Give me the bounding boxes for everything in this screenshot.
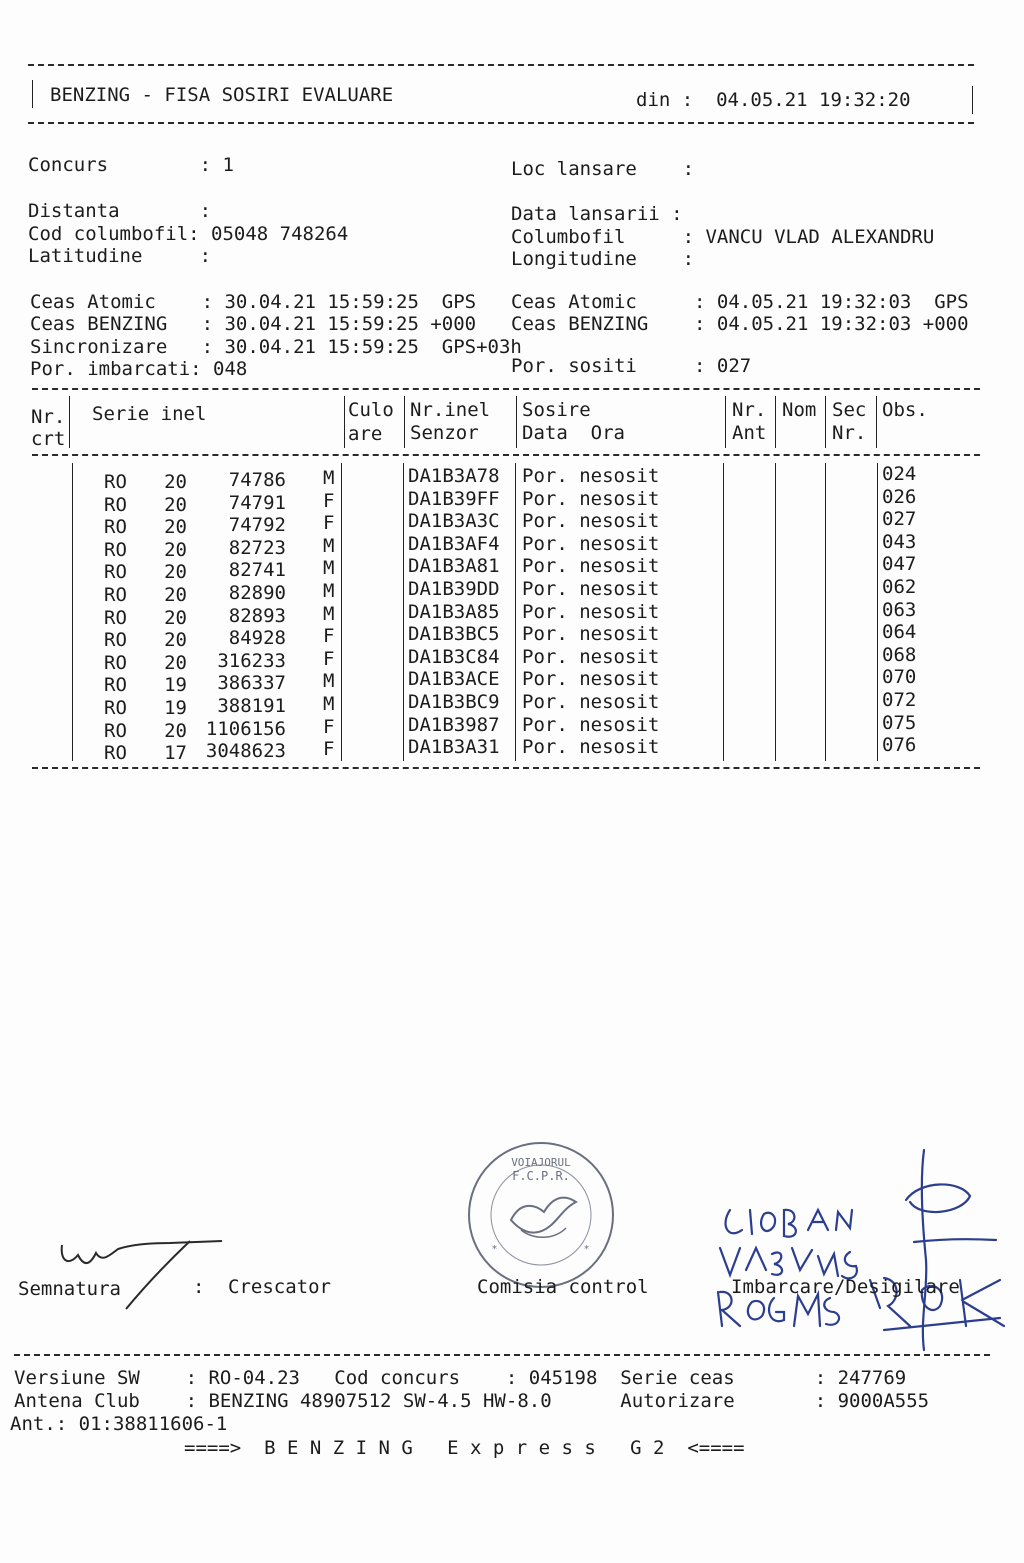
obs-number: 072 xyxy=(882,689,917,711)
sensor-id: DA1B3987 xyxy=(408,713,500,736)
table-row xyxy=(0,734,1024,765)
table-row xyxy=(0,530,1024,561)
obs-number: 027 xyxy=(882,508,917,531)
ring-country: RO xyxy=(104,719,127,742)
ring-year: 20 xyxy=(164,584,187,606)
footer-line-antena: Antena Club : BENZING 48907512 SW-4.5 HW-8.0 Autorizare : 9000A555 xyxy=(14,1390,930,1412)
header-bottom-rule xyxy=(28,122,974,124)
info-label: Columbofil : xyxy=(511,226,695,248)
th-sosire: Sosire xyxy=(522,399,591,421)
stamp-seal-icon xyxy=(466,1140,616,1290)
sex-code: F xyxy=(323,625,335,648)
ring-country: RO xyxy=(104,742,127,765)
col-sep xyxy=(516,396,517,448)
info-data-lansarii xyxy=(511,203,694,225)
info-columbofil xyxy=(511,226,934,248)
arrival-status: Por. nesosit xyxy=(522,555,660,578)
info-latitudine xyxy=(28,245,222,267)
ring-year: 20 xyxy=(164,561,187,584)
document-title: BENZING - FISA SOSIRI EVALUARE xyxy=(50,84,394,106)
ring-year: 19 xyxy=(164,674,187,697)
table-row xyxy=(0,689,1024,719)
sex-code: M xyxy=(323,580,335,602)
footer-rule xyxy=(14,1354,990,1356)
info-cod-columbofil xyxy=(28,223,348,245)
sex-code: F xyxy=(323,647,335,670)
ring-country: RO xyxy=(104,538,127,561)
sensor-id: DA1B3ACE xyxy=(408,668,500,691)
document-date xyxy=(636,89,911,111)
semnatura-colon: : xyxy=(193,1276,205,1298)
info-label: Concurs : xyxy=(28,154,212,176)
ring-year: 20 xyxy=(164,471,187,493)
sex-code: F xyxy=(323,512,335,535)
info-label: Distanta : xyxy=(28,200,212,222)
ring-year: 20 xyxy=(164,516,187,539)
date-value: 04.05.21 19:32:20 xyxy=(716,89,911,111)
sensor-id: DA1B3BC9 xyxy=(408,691,500,713)
arrival-status: Por. nesosit xyxy=(522,623,660,646)
ring-number: 82723 xyxy=(228,536,286,559)
table-row xyxy=(0,643,1024,674)
col-sep xyxy=(775,396,776,448)
table-header-rule xyxy=(32,454,980,456)
sex-code: M xyxy=(323,557,335,580)
sex-code: M xyxy=(323,534,335,557)
ring-country: RO xyxy=(104,629,127,652)
ring-year: 20 xyxy=(164,719,187,742)
col-sep xyxy=(404,396,405,448)
clock-left-sync: Sincronizare : 30.04.21 15:59:25 GPS+03h xyxy=(30,336,522,358)
ring-year: 17 xyxy=(164,742,187,765)
ring-year: 20 xyxy=(164,493,187,516)
clock-right-atomic: Ceas Atomic : 04.05.21 19:32:03 GPS xyxy=(511,291,969,313)
svg-text:*: * xyxy=(492,1244,497,1255)
arrival-status: Por. nesosit xyxy=(522,713,660,736)
sensor-id: DA1B3A85 xyxy=(408,600,500,623)
por-sositi: Por. sositi : 027 xyxy=(511,355,752,377)
arrival-status: Por. nesosit xyxy=(522,532,660,555)
info-value: VANCU VLAD ALEXANDRU xyxy=(705,226,935,248)
sensor-id: DA1B3C84 xyxy=(408,645,500,668)
clock-right-benzing: Ceas BENZING : 04.05.21 19:32:03 +000 xyxy=(511,313,969,335)
obs-number: 075 xyxy=(882,711,917,734)
info-label: Latitudine : xyxy=(28,245,212,267)
clock-left-benzing: Ceas BENZING : 30.04.21 15:59:25 +000 xyxy=(30,313,477,335)
sensor-id: DA1B3A78 xyxy=(408,465,500,487)
table-row xyxy=(0,553,1024,584)
association-stamp xyxy=(466,1140,616,1290)
ring-year: 20 xyxy=(164,538,187,561)
sensor-id: DA1B3A81 xyxy=(408,555,500,578)
sex-code: F xyxy=(323,715,335,738)
header-top-rule xyxy=(28,64,974,66)
info-label: Longitudine : xyxy=(511,248,695,270)
svg-text:*: * xyxy=(584,1244,589,1255)
sensor-id: DA1B39FF xyxy=(408,487,500,510)
info-label: Data lansarii : xyxy=(511,203,683,225)
ring-number: 82741 xyxy=(228,559,286,582)
imbarcare-label: Imbarcare/Desigilare xyxy=(731,1276,960,1298)
th-obs: Obs. xyxy=(882,399,928,421)
info-distanta xyxy=(28,200,222,222)
arrival-status: Por. nesosit xyxy=(522,736,660,759)
obs-number: 064 xyxy=(882,621,917,644)
table-row xyxy=(0,666,1024,697)
info-value: 05048 748264 xyxy=(211,223,349,245)
sex-code: F xyxy=(323,489,335,512)
ring-number: 3048623 xyxy=(205,740,286,763)
header-right-border xyxy=(972,86,973,114)
comisia-label: Comisia control xyxy=(477,1276,649,1298)
ring-country: RO xyxy=(104,516,127,539)
table-row xyxy=(0,463,1024,493)
obs-number: 068 xyxy=(882,643,917,666)
ring-number: 316233 xyxy=(217,649,286,672)
footer-brand: ====> B E N Z I N G E x p r e s s G 2 <==== xyxy=(184,1437,745,1459)
th-nr: Nr. xyxy=(31,406,66,428)
th-nr-ant-2: Ant xyxy=(732,422,767,444)
info-label: Loc lansare : xyxy=(511,158,695,180)
semnatura-label: Semnatura xyxy=(18,1278,121,1300)
ring-country: RO xyxy=(104,606,127,629)
ring-country: RO xyxy=(104,561,127,584)
commission-handwriting xyxy=(700,1130,1010,1360)
obs-number: 062 xyxy=(882,576,917,598)
obs-number: 047 xyxy=(882,553,917,576)
footer-line-version: Versiune SW : RO-04.23 Cod concurs : 045198 Serie ceas : 247769 xyxy=(14,1367,907,1389)
th-senzor: Senzor xyxy=(410,422,479,444)
svg-text:VOIAJORUL: VOIAJORUL xyxy=(511,1156,571,1169)
table-bottom-rule xyxy=(32,767,980,769)
arrival-status: Por. nesosit xyxy=(522,487,660,510)
date-label: din : xyxy=(636,89,694,111)
arrival-status: Por. nesosit xyxy=(522,465,660,487)
ring-country: RO xyxy=(104,674,127,697)
col-sep xyxy=(69,396,70,448)
ring-country: RO xyxy=(104,471,127,493)
th-nom: Nom xyxy=(782,399,817,421)
sex-code: M xyxy=(323,602,335,625)
header-left-border xyxy=(32,80,33,108)
obs-number: 076 xyxy=(882,734,917,757)
ring-number: 82890 xyxy=(228,582,286,604)
th-data-ora: Data Ora xyxy=(522,422,625,444)
ring-country: RO xyxy=(104,651,127,674)
th-nr-inel: Nr.inel xyxy=(410,399,491,421)
ring-country: RO xyxy=(104,584,127,606)
th-sec-nr: Nr. xyxy=(832,422,867,444)
obs-number: 026 xyxy=(882,485,917,508)
col-sep xyxy=(825,396,826,448)
table-row xyxy=(0,576,1024,606)
sensor-id: DA1B3A3C xyxy=(408,510,500,533)
ring-year: 19 xyxy=(164,697,187,719)
obs-number: 063 xyxy=(882,598,917,621)
ring-number: 74792 xyxy=(228,514,286,537)
sex-code: M xyxy=(323,467,335,489)
ring-year: 20 xyxy=(164,629,187,652)
table-row xyxy=(0,598,1024,629)
table-row xyxy=(0,508,1024,539)
ring-number: 386337 xyxy=(217,672,286,695)
obs-number: 070 xyxy=(882,666,917,689)
ring-number: 82893 xyxy=(228,604,286,627)
ring-number: 74791 xyxy=(228,491,286,514)
table-top-rule xyxy=(32,388,980,390)
arrival-status: Por. nesosit xyxy=(522,691,660,713)
arrival-status: Por. nesosit xyxy=(522,510,660,533)
arrival-status: Por. nesosit xyxy=(522,645,660,668)
ring-year: 20 xyxy=(164,606,187,629)
ring-number: 84928 xyxy=(228,627,286,650)
col-sep xyxy=(876,396,877,448)
arrival-status: Por. nesosit xyxy=(522,578,660,600)
th-culo: Culo xyxy=(348,399,394,421)
footer-line-ant: Ant.: 01:38811606-1 xyxy=(10,1413,228,1435)
table-row xyxy=(0,485,1024,516)
ring-year: 20 xyxy=(164,651,187,674)
table-row xyxy=(0,711,1024,742)
info-concurs xyxy=(28,154,234,176)
sex-code: M xyxy=(323,670,335,693)
th-crt: crt xyxy=(31,428,66,450)
info-value: 1 xyxy=(222,154,234,176)
por-imbarcati: Por. imbarcati: 048 xyxy=(30,358,248,380)
arrival-status: Por. nesosit xyxy=(522,668,660,691)
info-longitudine xyxy=(511,248,705,270)
th-serie-inel: Serie inel xyxy=(92,403,207,425)
sensor-id: DA1B3AF4 xyxy=(408,532,500,555)
sex-code: M xyxy=(323,693,335,715)
sensor-id: DA1B3BC5 xyxy=(408,623,500,646)
crescator-label: Crescator xyxy=(228,1276,331,1298)
info-label: Cod columbofil: xyxy=(28,223,200,245)
clock-left-atomic: Ceas Atomic : 30.04.21 15:59:25 GPS xyxy=(30,291,477,313)
ring-number: 388191 xyxy=(217,695,286,717)
th-sec: Sec xyxy=(832,399,867,421)
svg-text:F.C.P.R.: F.C.P.R. xyxy=(512,1169,570,1183)
th-are: are xyxy=(348,423,383,445)
obs-number: 024 xyxy=(882,463,917,485)
table-row xyxy=(0,621,1024,652)
obs-number: 043 xyxy=(882,530,917,553)
sensor-id: DA1B39DD xyxy=(408,578,500,600)
crescator-signature xyxy=(40,1225,240,1315)
ring-number: 1106156 xyxy=(205,717,286,740)
th-nr-ant-1: Nr. xyxy=(732,399,767,421)
ring-country: RO xyxy=(104,493,127,516)
ring-number: 74786 xyxy=(228,469,286,491)
col-sep xyxy=(725,396,726,448)
info-loc-lansare xyxy=(511,158,705,180)
ring-country: RO xyxy=(104,697,127,719)
col-sep xyxy=(344,396,345,448)
sensor-id: DA1B3A31 xyxy=(408,736,500,759)
arrival-status: Por. nesosit xyxy=(522,600,660,623)
sex-code: F xyxy=(323,738,335,761)
